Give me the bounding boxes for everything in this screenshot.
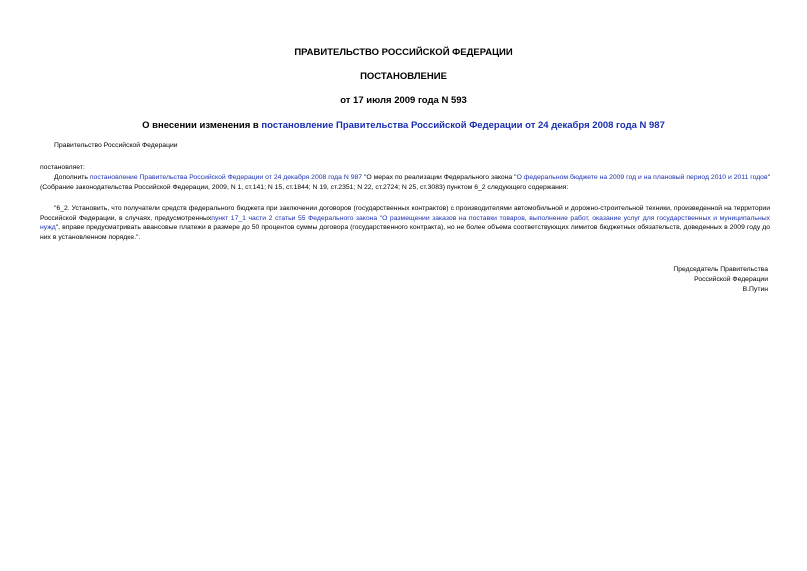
procurement-law-link[interactable]: пункт 17_1 части 2 статьи 55 Федерального закона "О размещении заказов на поставки товаров, выполнение работ, оказание услуг для государственных и муниципальных нужд <box>40 214 770 232</box>
signature-country: Российской Федерации <box>694 276 768 283</box>
decrees-text: постановляет: <box>40 164 85 171</box>
p2-end: ", вправе предусматривать авансовые платежи в размере до 50 процентов суммы договора (государственного контракта), но не более объема соответствующих лимитов бюджетных обязательств, доведенных в 2009 году до них в установленном порядке.". <box>40 224 770 241</box>
federal-budget-law-link[interactable]: О федеральном бюджете на 2009 год и на плановый период 2010 и 2011 годов <box>516 174 768 181</box>
decree-987-link[interactable]: постановление Правительства Российской Федерации от 24 декабря 2008 года N 987 <box>89 174 363 181</box>
issuer-text: Правительство Российской Федерации <box>54 142 178 149</box>
government-heading: ПРАВИТЕЛЬСТВО РОССИЙСКОЙ ФЕДЕРАЦИИ <box>294 47 513 58</box>
p1-start: Дополнить <box>54 174 90 181</box>
paragraph-2 <box>40 204 770 242</box>
signature-title: Председатель Правительства <box>673 266 768 273</box>
title-decree-link[interactable]: постановление Правительства Российской Федерации от 24 декабря 2008 года N 987 <box>261 120 665 131</box>
title-prefix: О внесении изменения в <box>142 120 262 131</box>
paragraph-1 <box>40 173 770 192</box>
p2-start: "6_2. Установить, что получатели средств федерального бюджета при заключении договоров (государственных контрактов) с производителями автомобильной и дорожно-строительной техники, произведенной на территории Российской Федерации, в случаях, предусмотренных <box>40 205 770 222</box>
p1-end: " (Собрание законодательства Российской Федерации, 2009, N 1, ст.141; N 15, ст.1844; N 19, ст.2351; N 22, ст.2724; N 25, ст.3083) пунктом 6_2 следующего содержания: <box>40 174 770 191</box>
date-number-heading: от 17 июля 2009 года N 593 <box>340 95 467 106</box>
document-title <box>0 120 807 131</box>
document-type-heading: ПОСТАНОВЛЕНИЕ <box>360 71 447 82</box>
signature-name: В.Путин <box>742 286 768 293</box>
p1-mid: "О мерах по реализации Федерального закона " <box>362 174 517 181</box>
